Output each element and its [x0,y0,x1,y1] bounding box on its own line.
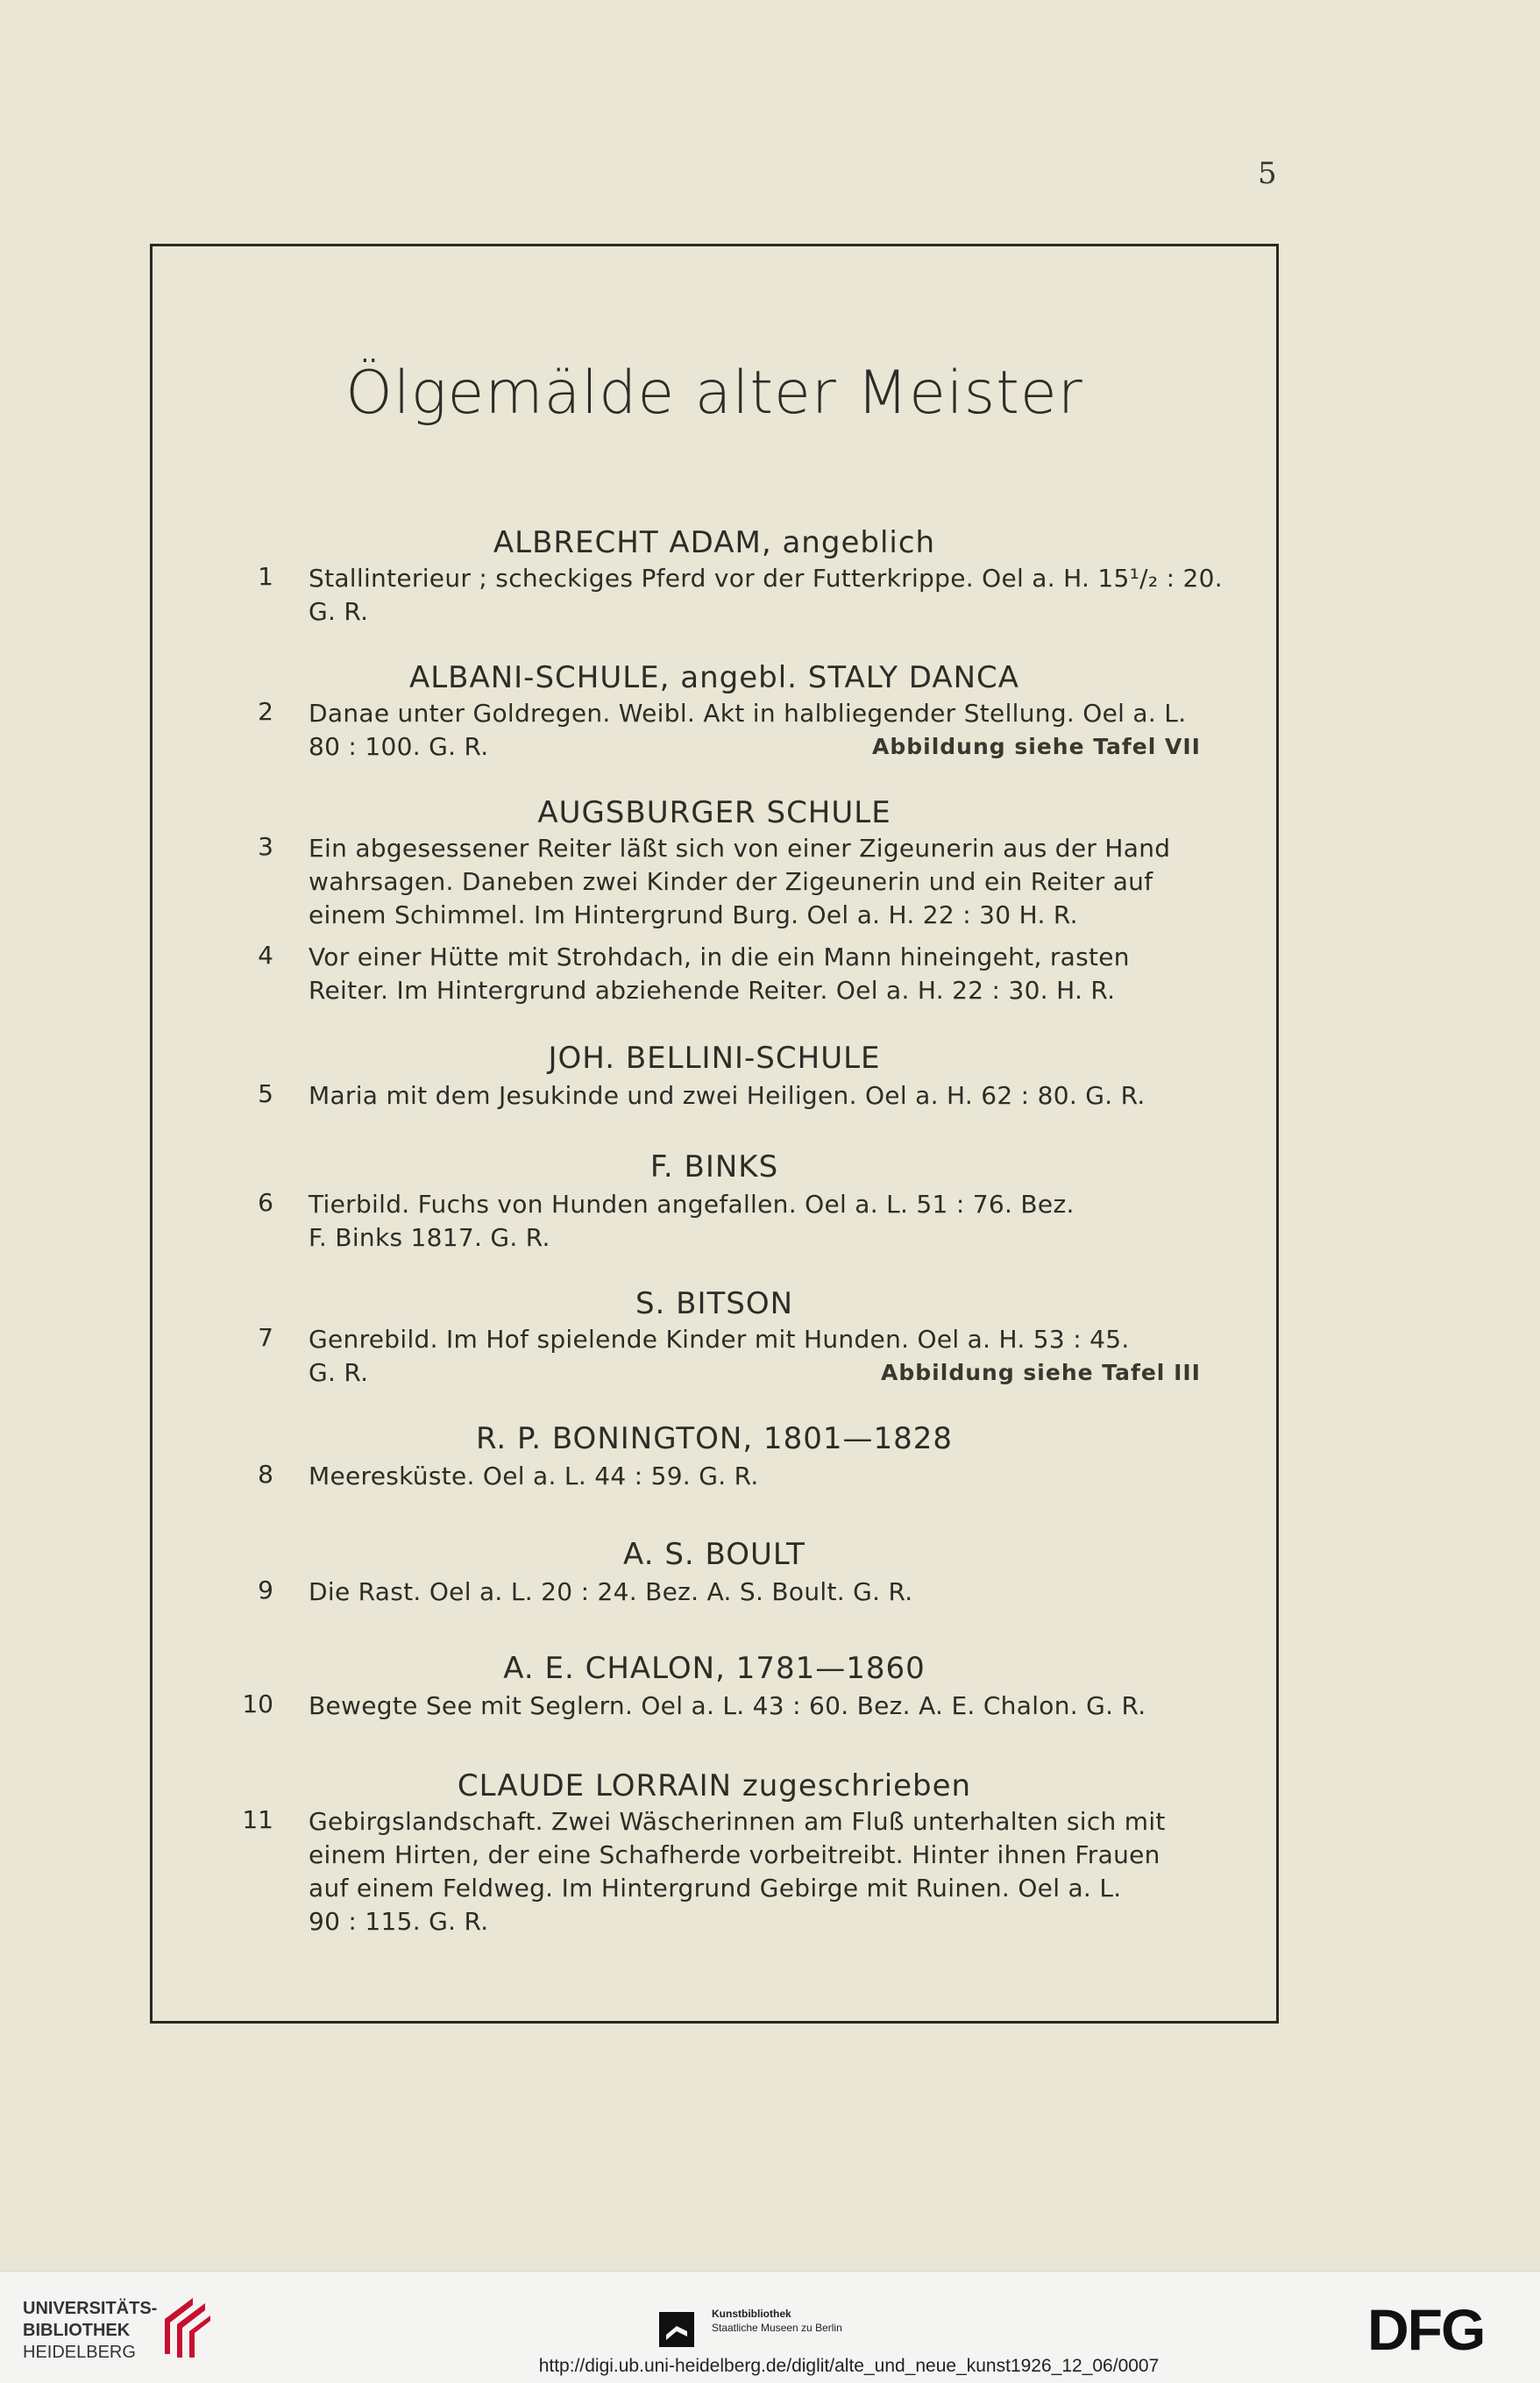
entry-line: einem Hirten, der eine Schafherde vorbeitreibt. Hinter ihnen Frauen [309,1840,1160,1869]
entry-description [309,1805,1201,1938]
entry-number: 2 [258,697,273,726]
page-number: 5 [1258,156,1277,191]
entry-description [309,1188,1201,1255]
entry-number: 10 [242,1689,273,1718]
artist-heading: F. BINKS [649,1149,779,1184]
entry-line: Reiter. Im Hintergrund abziehende Reiter. Oel a. H. 22 : 30. H. R. [309,976,1116,1005]
entry-description [309,1689,1201,1723]
entry-description [309,1460,1201,1493]
entry-line: G. R. [309,1358,369,1387]
entry-line: auf einem Feldweg. Im Hintergrund Gebirge mit Ruinen. Oel a. L. [309,1874,1122,1903]
entry-number: 11 [242,1805,273,1834]
ub-heidelberg-logo-text[interactable] [23,2298,157,2364]
entry-line: F. Binks 1817. G. R. [309,1223,550,1252]
catalog-frame [150,244,1279,2024]
ub-logo-line: HEIDELBERG [23,2343,136,2362]
entry-description [309,1576,1201,1609]
artist-heading: ALBANI-SCHULE, angebl. STALY DANCA [408,660,1020,695]
artist-heading: S. BITSON [635,1286,794,1321]
entry-line: Bewegte See mit Seglern. Oel a. L. 43 : 60. Bez. A. E. Chalon. G. R. [309,1691,1146,1720]
entry-line: einem Schimmel. Im Hintergrund Burg. Oel a. H. 22 : 30 H. R. [309,900,1078,929]
dfg-logo[interactable]: DFG [1367,2297,1485,2362]
artist-heading: JOH. BELLINI-SCHULE [548,1041,881,1076]
entry-line: Die Rast. Oel a. L. 20 : 24. Bez. A. S. Boult. G. R. [309,1577,913,1606]
kunstbibliothek-logo-icon[interactable] [657,2310,696,2349]
entry-description [309,1079,1201,1113]
entry-description [309,832,1201,932]
entry-line: Meeresküste. Oel a. L. 44 : 59. G. R. [309,1462,759,1490]
entry-line: Gebirgslandschaft. Zwei Wäscherinnen am Fluß unterhalten sich mit [309,1807,1166,1836]
entry-number: 3 [258,832,273,861]
entry-description [309,941,1201,1007]
entry-number: 5 [258,1079,273,1108]
kb-logo-line: Staatliche Museen zu Berlin [712,2322,842,2334]
ub-logo-line: BIBLIOTHEK [23,2321,131,2340]
entry-line: Tierbild. Fuchs von Hunden angefallen. Oel a. L. 51 : 76. Bez. [309,1190,1075,1219]
entry-number: 6 [258,1188,273,1217]
footer-bar [0,2271,1540,2383]
entry-number: 9 [258,1576,273,1604]
kunstbibliothek-logo-text[interactable] [712,2307,842,2335]
ub-heidelberg-logo-icon[interactable] [158,2289,214,2359]
entry-number: 1 [258,562,273,591]
source-url-link[interactable]: http://digi.ub.uni-heidelberg.de/diglit/alte_und_neue_kunst1926_12_06/0007 [538,2356,1160,2376]
page-title: Ölgemälde alter Meister [345,359,1083,428]
artist-heading: R. P. BONINGTON, 1801—1828 [475,1421,953,1456]
entry-number: 8 [258,1460,273,1489]
entry-line: Vor einer Hütte mit Strohdach, in die ein Mann hineingeht, rasten [309,943,1130,971]
entry-number: 7 [258,1323,273,1352]
entry-line: Danae unter Goldregen. Weibl. Akt in halbliegender Stellung. Oel a. L. [309,699,1187,728]
entry-description [309,562,1223,629]
entry-line: 80 : 100. G. R. [309,732,489,761]
artist-heading: A. E. CHALON, 1781—1860 [503,1651,926,1686]
entry-line: Genrebild. Im Hof spielende Kinder mit Hunden. Oel a. H. 53 : 45. [309,1325,1130,1354]
illustration-reference: Abbildung siehe Tafel VII [872,734,1201,759]
kb-logo-line: Kunstbibliothek [712,2308,791,2320]
ub-logo-line: UNIVERSITÄTS- [23,2299,158,2318]
artist-heading: A. S. BOULT [623,1537,805,1572]
artist-heading: AUGSBURGER SCHULE [537,795,891,830]
entry-number: 4 [258,941,273,970]
artist-heading: ALBRECHT ADAM, angeblich [493,525,936,560]
entry-line: wahrsagen. Daneben zwei Kinder der Zigeunerin und ein Reiter auf [309,867,1153,896]
entry-line: G. R. [309,597,369,626]
entry-line: Ein abgesessener Reiter läßt sich von einer Zigeunerin aus der Hand [309,834,1171,863]
entry-line: 90 : 115. G. R. [309,1907,489,1936]
illustration-reference: Abbildung siehe Tafel III [881,1360,1201,1385]
entry-line: Maria mit dem Jesukinde und zwei Heiligen. Oel a. H. 62 : 80. G. R. [309,1081,1146,1110]
entry-line: Stallinterieur ; scheckiges Pferd vor der Futterkrippe. Oel a. H. 15¹/₂ : 20. [309,564,1223,593]
artist-heading: CLAUDE LORRAIN zugeschrieben [457,1768,972,1803]
